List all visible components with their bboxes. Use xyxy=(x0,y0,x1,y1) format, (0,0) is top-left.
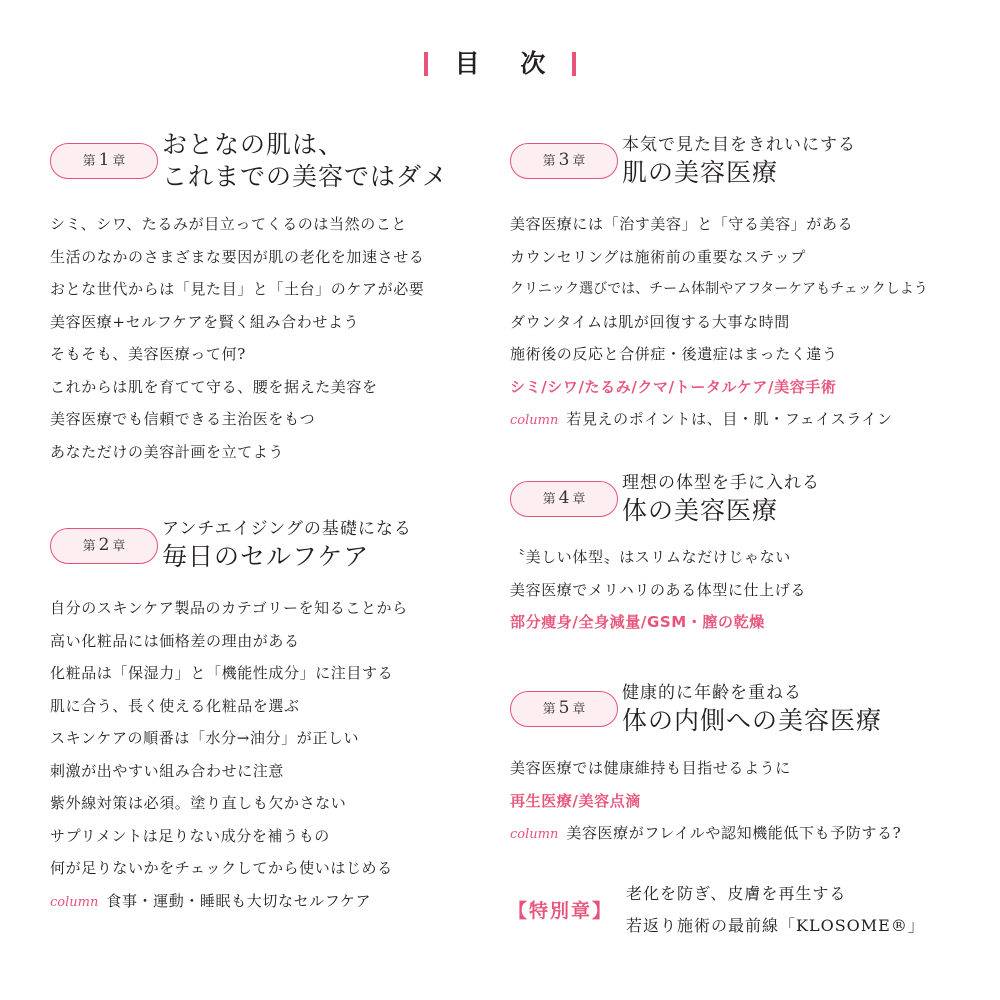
badge-suffix: 章 xyxy=(112,539,126,554)
toc-item[interactable]: あなただけの美容計画を立てよう xyxy=(50,442,285,461)
chapter-item-list xyxy=(510,756,901,854)
badge-number: 2 xyxy=(98,535,110,555)
toc-item[interactable]: サプリメントは足りない成分を補うもの xyxy=(50,826,330,845)
badge-prefix: 第 xyxy=(82,539,96,554)
chapter-subtitle: 本気で見た目をきれいにする xyxy=(622,135,856,155)
chapter-badge xyxy=(510,481,618,517)
chapter-badge xyxy=(510,691,618,727)
toc-item[interactable]: 美容医療+セルフケアを賢く組み合わせよう xyxy=(50,312,360,331)
toc-item[interactable]: ダウンタイムは肌が回復する大事な時間 xyxy=(510,312,790,331)
column-text: 若見えのポイントは、目・肌・フェイスライン xyxy=(566,410,893,428)
toc-item[interactable]: 美容医療でメリハリのある体型に仕上げる xyxy=(510,580,806,599)
badge-prefix: 第 xyxy=(542,702,556,717)
toc-column-item[interactable] xyxy=(50,889,408,922)
column-tag: column xyxy=(510,413,559,428)
badge-suffix: 章 xyxy=(572,154,586,169)
badge-number: 1 xyxy=(98,150,110,170)
toc-item[interactable]: 自分のスキンケア製品のカテゴリーを知ることから xyxy=(50,599,408,617)
toc-highlight-item[interactable]: 再生医療/美容点滴 xyxy=(510,791,641,810)
chapter-subtitle: 健康的に年齢を重ねる xyxy=(622,683,802,703)
page-title: 目 次 xyxy=(454,49,562,78)
badge-suffix: 章 xyxy=(572,702,586,717)
chapter-item-list xyxy=(510,212,928,440)
chapter-title: 肌の美容医療 xyxy=(622,158,779,187)
toc-item[interactable]: 肌に合う、長く使える化粧品を選ぶ xyxy=(50,696,300,715)
toc-item[interactable]: 〝美しい体型〟はスリムなだけじゃない xyxy=(510,548,791,566)
toc-item[interactable]: 施術後の反応と合併症・後遺症はまったく違う xyxy=(510,345,838,363)
toc-highlight-item[interactable]: 部分痩身/全身減量/GSM・膣の乾燥 xyxy=(510,613,765,631)
special-chapter-title: 若返り施術の最前線「KLOSOME®」 xyxy=(626,916,925,935)
chapter-title: 体の美容医療 xyxy=(622,496,779,525)
badge-prefix: 第 xyxy=(542,154,556,169)
chapter-subtitle: 理想の体型を手に入れる xyxy=(622,473,820,493)
toc-item[interactable]: おとな世代からは「見た目」と「土台」のケアが必要 xyxy=(50,280,425,298)
toc-item[interactable]: 生活のなかのさまざまな要因が肌の老化を加速させる xyxy=(50,247,425,266)
title-bar-right xyxy=(572,52,576,76)
toc-item[interactable]: カウンセリングは施術前の重要なステップ xyxy=(510,247,806,266)
chapter-badge xyxy=(510,143,618,179)
toc-column-item[interactable] xyxy=(510,407,928,440)
toc-item[interactable]: 高い化粧品には価格差の理由がある xyxy=(50,631,300,650)
chapter-item-list xyxy=(50,596,408,921)
chapter-badge xyxy=(50,143,158,179)
chapter-item-list xyxy=(510,545,806,643)
toc-header xyxy=(0,46,1000,82)
toc-item[interactable]: 美容医療でも信頼できる主治医をもつ xyxy=(50,410,316,428)
chapter-title: 体の内側への美容医療 xyxy=(622,706,883,735)
special-chapter-subtitle: 老化を防ぎ、皮膚を再生する xyxy=(626,884,847,903)
column-tag: column xyxy=(510,827,559,842)
chapter-item-list xyxy=(50,212,424,472)
chapter-badge xyxy=(50,528,158,564)
badge-suffix: 章 xyxy=(572,492,586,507)
toc-item[interactable]: クリニック選びでは、チーム体制やアフターケアもチェックしよう xyxy=(510,281,928,297)
toc-item[interactable]: シミ、シワ、たるみが目立ってくるのは当然のこと xyxy=(50,215,408,233)
badge-number: 5 xyxy=(558,698,570,718)
toc-item[interactable]: 美容医療には「治す美容」と「守る美容」がある xyxy=(510,215,854,233)
column-text: 美容医療がフレイルや認知機能低下も予防する? xyxy=(566,824,902,842)
chapter-subtitle: アンチエイジングの基礎になる xyxy=(162,519,412,539)
special-chapter-titles[interactable] xyxy=(626,880,925,944)
toc-item[interactable]: 何が足りないかをチェックしてから使いはじめる xyxy=(50,859,393,877)
chapter-title: これまでの美容ではダメ xyxy=(162,162,449,191)
toc-item[interactable]: そもそも、美容医療って何? xyxy=(50,345,246,363)
toc-item[interactable]: 化粧品は「保湿力」と「機能性成分」に注目する xyxy=(50,664,394,682)
column-tag: column xyxy=(50,894,99,910)
toc-item[interactable]: 紫外線対策は必須。塗り直しも欠かさない xyxy=(50,794,347,812)
toc-item[interactable]: スキンケアの順番は「水分→油分」が正しい xyxy=(50,729,360,747)
toc-item[interactable]: 美容医療では健康維持も目指せるように xyxy=(510,759,791,777)
toc-highlight-item[interactable]: シミ/シワ/たるみ/クマ/トータルケア/美容手術 xyxy=(510,377,837,396)
column-text: 食事・運動・睡眠も大切なセルフケア xyxy=(106,891,372,910)
toc-column-item[interactable] xyxy=(510,821,901,854)
special-chapter-badge: 【特別章】 xyxy=(508,900,614,922)
chapter-title: 毎日のセルフケア xyxy=(162,542,370,571)
badge-number: 3 xyxy=(558,150,570,170)
badge-prefix: 第 xyxy=(82,154,96,169)
badge-number: 4 xyxy=(558,488,570,508)
toc-item[interactable]: これからは肌を育てて守る、腰を据えた美容を xyxy=(50,377,378,396)
badge-prefix: 第 xyxy=(542,492,556,507)
toc-item[interactable]: 刺激が出やすい組み合わせに注意 xyxy=(50,761,285,780)
badge-suffix: 章 xyxy=(112,154,126,169)
chapter-subtitle: おとなの肌は、 xyxy=(162,130,345,159)
